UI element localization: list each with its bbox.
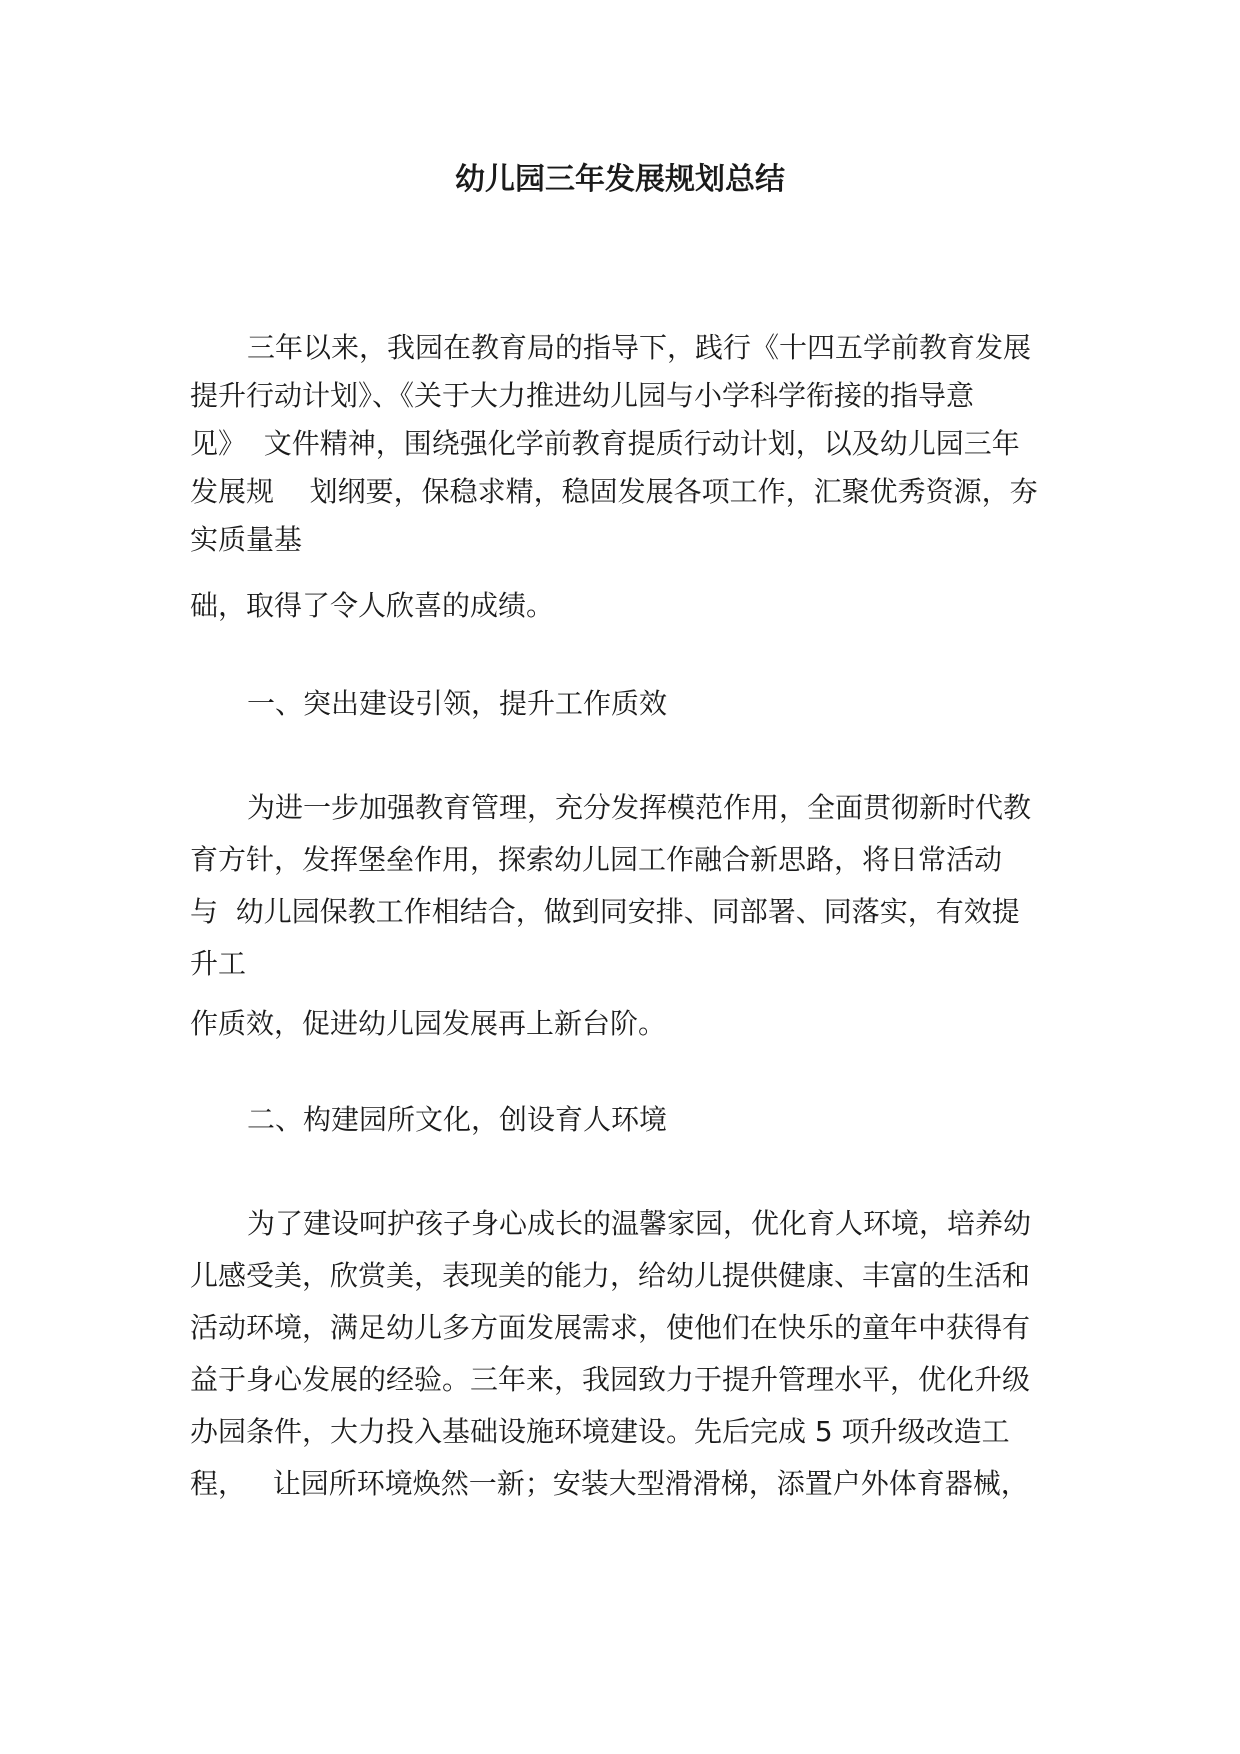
section2-line-2: 儿感受美，欣赏美，表现美的能力，给幼儿提供健康、丰富的生活和	[190, 1259, 1031, 1292]
section2-line-4: 益于身心发展的经验。三年来，我园致力于提升管理水平，优化升级	[190, 1363, 1031, 1396]
intro-line-5: 实质量基	[190, 523, 303, 556]
section1-line-2: 育方针，发挥堡垒作用，探索幼儿园工作融合新思路，将日常活动	[190, 843, 1003, 876]
intro-line-4: 发展规 划纲要，保稳求精，稳固发展各项工作，汇聚优秀资源，夯	[190, 475, 1038, 508]
section1-line-1: 为进一步加强教育管理，充分发挥模范作用，全面贯彻新时代教	[247, 791, 1032, 824]
intro-line-1: 三年以来，我园在教育局的指导下，践行《十四五学前教育发展	[247, 331, 1032, 364]
section2-line-3: 活动环境，满足幼儿多方面发展需求，使他们在快乐的童年中获得有	[190, 1311, 1031, 1344]
section1-line-4: 升工	[190, 947, 247, 980]
intro-line-6: 础，取得了令人欣喜的成绩。	[190, 589, 555, 622]
section1-line-5: 作质效，促进幼儿园发展再上新台阶。	[190, 1007, 667, 1040]
intro-line-3: 见》 文件精神，围绕强化学前教育提质行动计划，以及幼儿园三年	[190, 427, 1020, 460]
section2-line-1: 为了建设呵护孩子身心成长的温馨家园，优化育人环境，培养幼	[247, 1207, 1032, 1240]
section2-line-6: 程， 让园所环境焕然一新；安装大型滑滑梯，添置户外体育器械，	[190, 1467, 1029, 1500]
section2-heading: 二、构建园所文化，创设育人环境	[247, 1103, 668, 1136]
section1-line-3: 与 幼儿园保教工作相结合，做到同安排、同部署、同落实，有效提	[190, 895, 1020, 928]
section1-heading: 一、突出建设引领，提升工作质效	[247, 687, 668, 720]
section2-line-5: 办园条件，大力投入基础设施环境建设。先后完成 5 项升级改造工	[190, 1415, 1010, 1448]
document-title: 幼儿园三年发展规划总结	[455, 162, 785, 197]
intro-line-2: 提升行动计划》、《关于大力推进幼儿园与小学科学衔接的指导意	[190, 379, 975, 412]
